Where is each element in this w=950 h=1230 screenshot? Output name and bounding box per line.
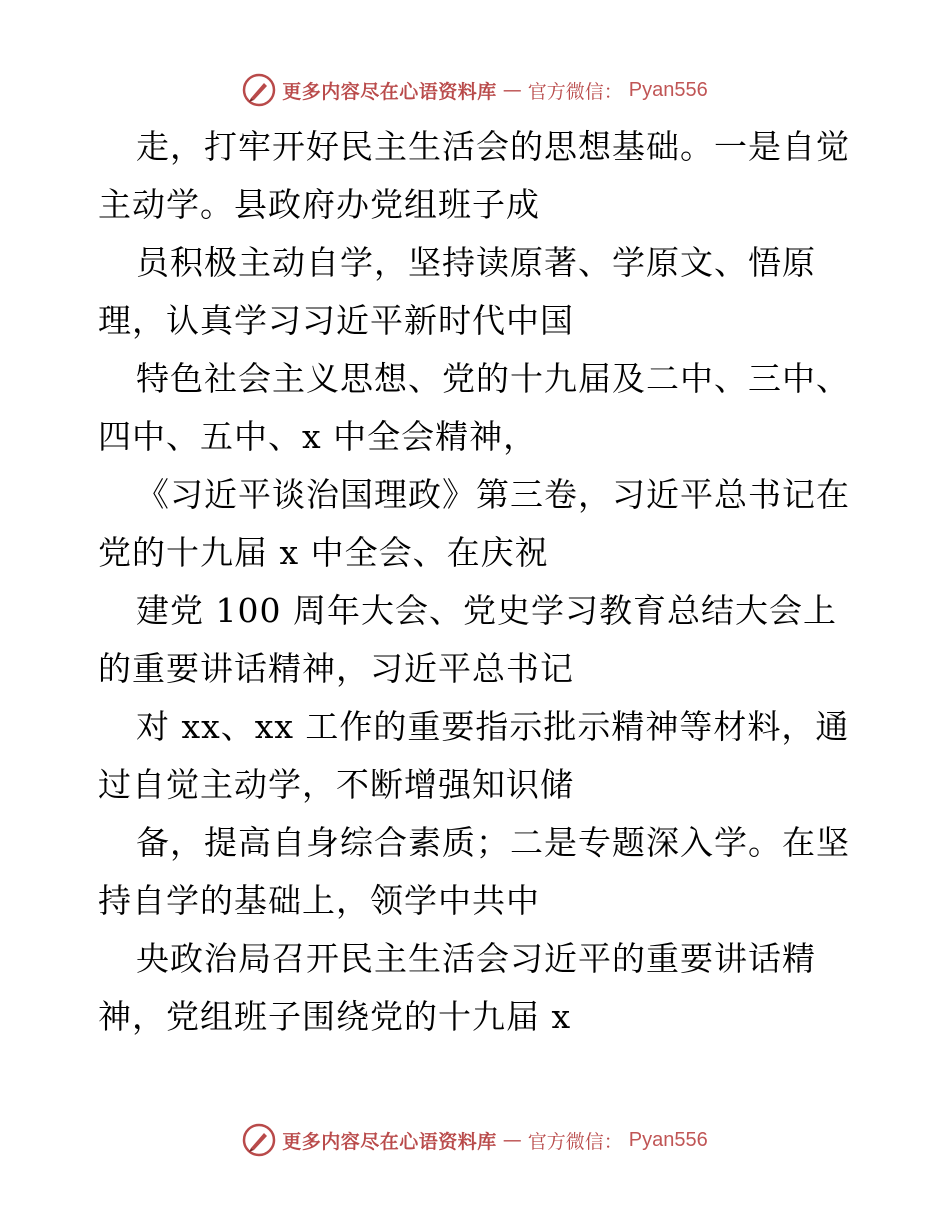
watermark-separator: — (502, 79, 522, 101)
watermark-text: 更多内容尽在心语资料库 (282, 1130, 497, 1153)
text-line: 神，党组班子围绕党的十九届 x (98, 997, 572, 1036)
text-line: 对 xx、xx 工作的重要指示批示精神等材料，通 (136, 707, 850, 746)
text-line: 理，认真学习习近平新时代中国 (98, 301, 574, 340)
watermark-wechat-id: Pyan556 (628, 78, 708, 101)
footer-watermark (0, 1118, 950, 1162)
watermark-wechat-label: 官方微信： (527, 80, 623, 103)
text-line: 特色社会主义思想、党的十九届及二中、三中、 (136, 359, 850, 398)
text-line: 走，打牢开好民主生活会的思想基础。一是自觉 (136, 127, 850, 166)
watermark-wechat-id: Pyan556 (628, 1128, 708, 1151)
text-line: 建党 100 周年大会、党史学习教育总结大会上 (136, 591, 837, 630)
text-line: 央政治局召开民主生活会习近平的重要讲话精 (136, 939, 816, 978)
text-line: 员积极主动自学，坚持读原著、学原文、悟原 (136, 243, 816, 282)
watermark-wechat-label: 官方微信： (527, 1130, 623, 1153)
text-line: 主动学。县政府办党组班子成 (98, 185, 540, 224)
pen-logo-icon (242, 73, 276, 107)
text-line: 的重要讲话精神，习近平总书记 (98, 649, 574, 688)
text-line: 《习近平谈治国理政》第三卷，习近平总书记在 (136, 475, 850, 514)
text-line: 持自学的基础上，领学中共中 (98, 881, 540, 920)
watermark-separator: — (502, 1129, 522, 1151)
text-line: 过自觉主动学，不断增强知识储 (98, 765, 574, 804)
document-body (98, 118, 858, 1046)
text-line: 备，提高自身综合素质；二是专题深入学。在坚 (136, 823, 850, 862)
watermark-text: 更多内容尽在心语资料库 (282, 80, 497, 103)
header-watermark (0, 68, 950, 112)
pen-logo-icon (242, 1123, 276, 1157)
text-line: 四中、五中、x 中全会精神， (98, 417, 538, 456)
text-line: 党的十九届 x 中全会、在庆祝 (98, 533, 549, 572)
